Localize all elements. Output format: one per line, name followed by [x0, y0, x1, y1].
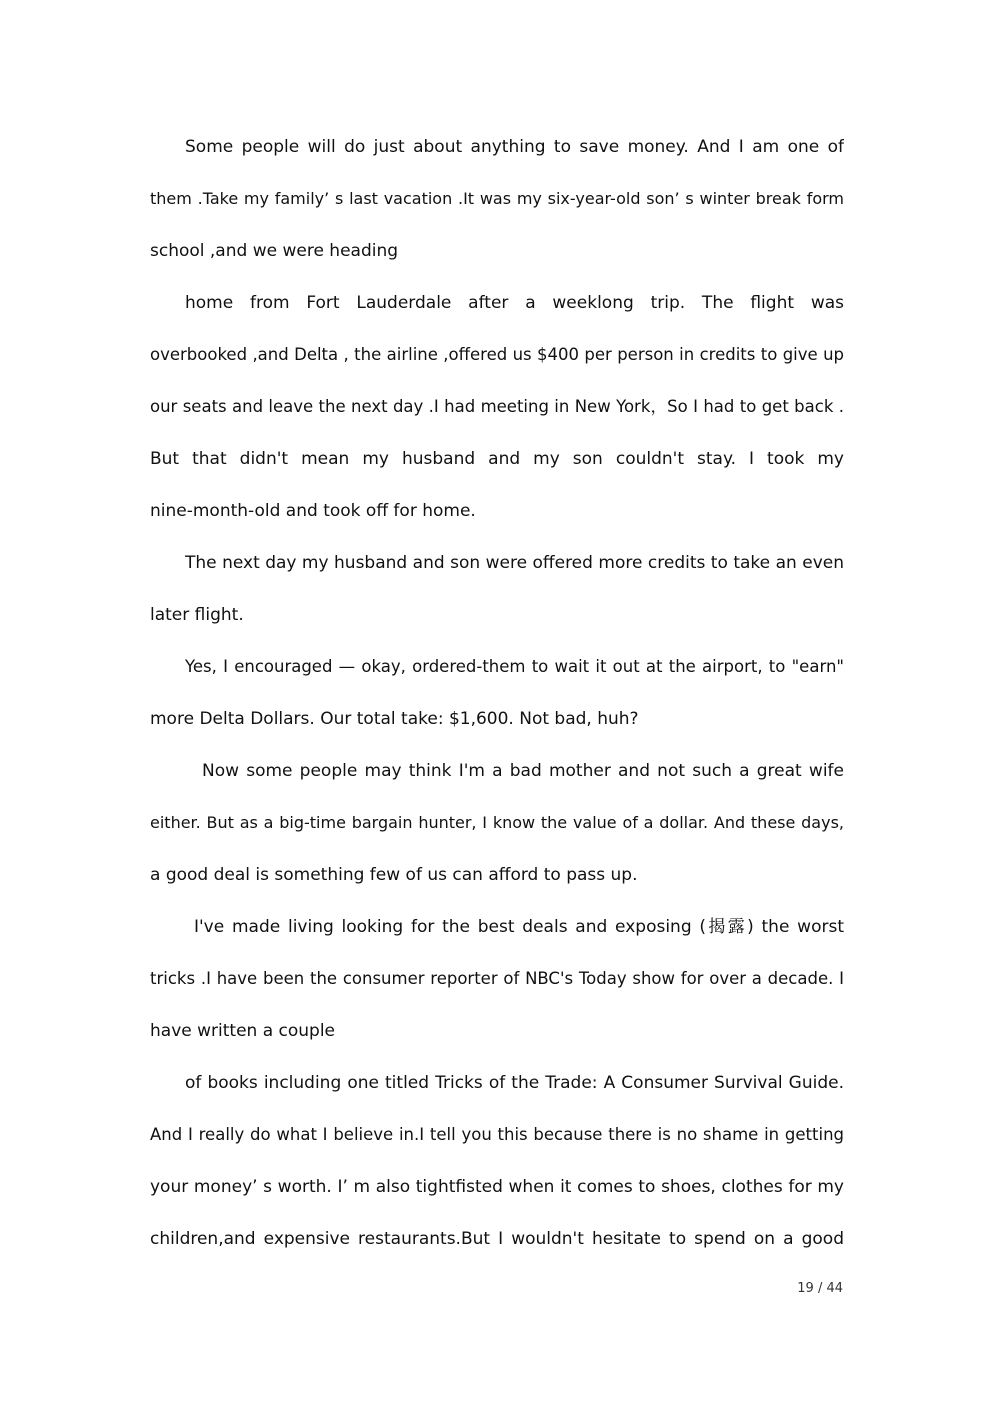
text-line: Yes, I encouraged — okay, ordered-them to wait it out at the airport, to "earn" — [185, 657, 844, 676]
page-number: 19 / 44 — [797, 1281, 843, 1296]
text-line: Now some people may think I'm a bad mother and not such a great wife — [202, 761, 844, 781]
text-line: have written a couple — [150, 1021, 336, 1041]
text-line: tricks .I have been the consumer reporter of NBC's Today show for over a decade. I — [150, 969, 844, 988]
text-line: later flight. — [150, 605, 244, 625]
text-line: a good deal is something few of us can afford to pass up. — [150, 865, 638, 885]
text-line: But that didn't mean my husband and my son couldn't stay. I took my — [150, 449, 844, 469]
text-line: overbooked ,and Delta , the airline ,offered us $400 per person in credits to give up — [150, 345, 844, 364]
text-line: I've made living looking for the best deals and exposing (揭露) the worst — [194, 917, 844, 937]
text-line: children,and expensive restaurants.But I wouldn't hesitate to spend on a good — [150, 1229, 844, 1249]
text-line: either. But as a big-time bargain hunter, I know the value of a dollar. And these days, — [150, 813, 844, 832]
text-line: Some people will do just about anything to save money. And I am one of — [185, 137, 844, 157]
text-line: home from Fort Lauderdale after a weeklong trip. The flight was — [185, 293, 844, 313]
text-line: nine-month-old and took off for home. — [150, 501, 476, 521]
text-line: our seats and leave the next day .I had meeting in New York，So I had to get back . — [150, 397, 844, 416]
text-line: The next day my husband and son were offered more credits to take an even — [185, 553, 844, 573]
text-line: of books including one titled Tricks of the Trade: A Consumer Survival Guide. — [185, 1073, 844, 1093]
text-line: your money’ s worth. I’ m also tightfisted when it comes to shoes, clothes for my — [150, 1177, 844, 1197]
text-line: more Delta Dollars. Our total take: $1,600. Not bad, huh? — [150, 709, 639, 729]
text-line: school ,and we were heading — [150, 241, 399, 261]
text-line: them .Take my family’ s last vacation .It was my six-year-old son’ s winter break form — [150, 189, 844, 208]
text-line: And I really do what I believe in.I tell you this because there is no shame in getting — [150, 1125, 844, 1144]
